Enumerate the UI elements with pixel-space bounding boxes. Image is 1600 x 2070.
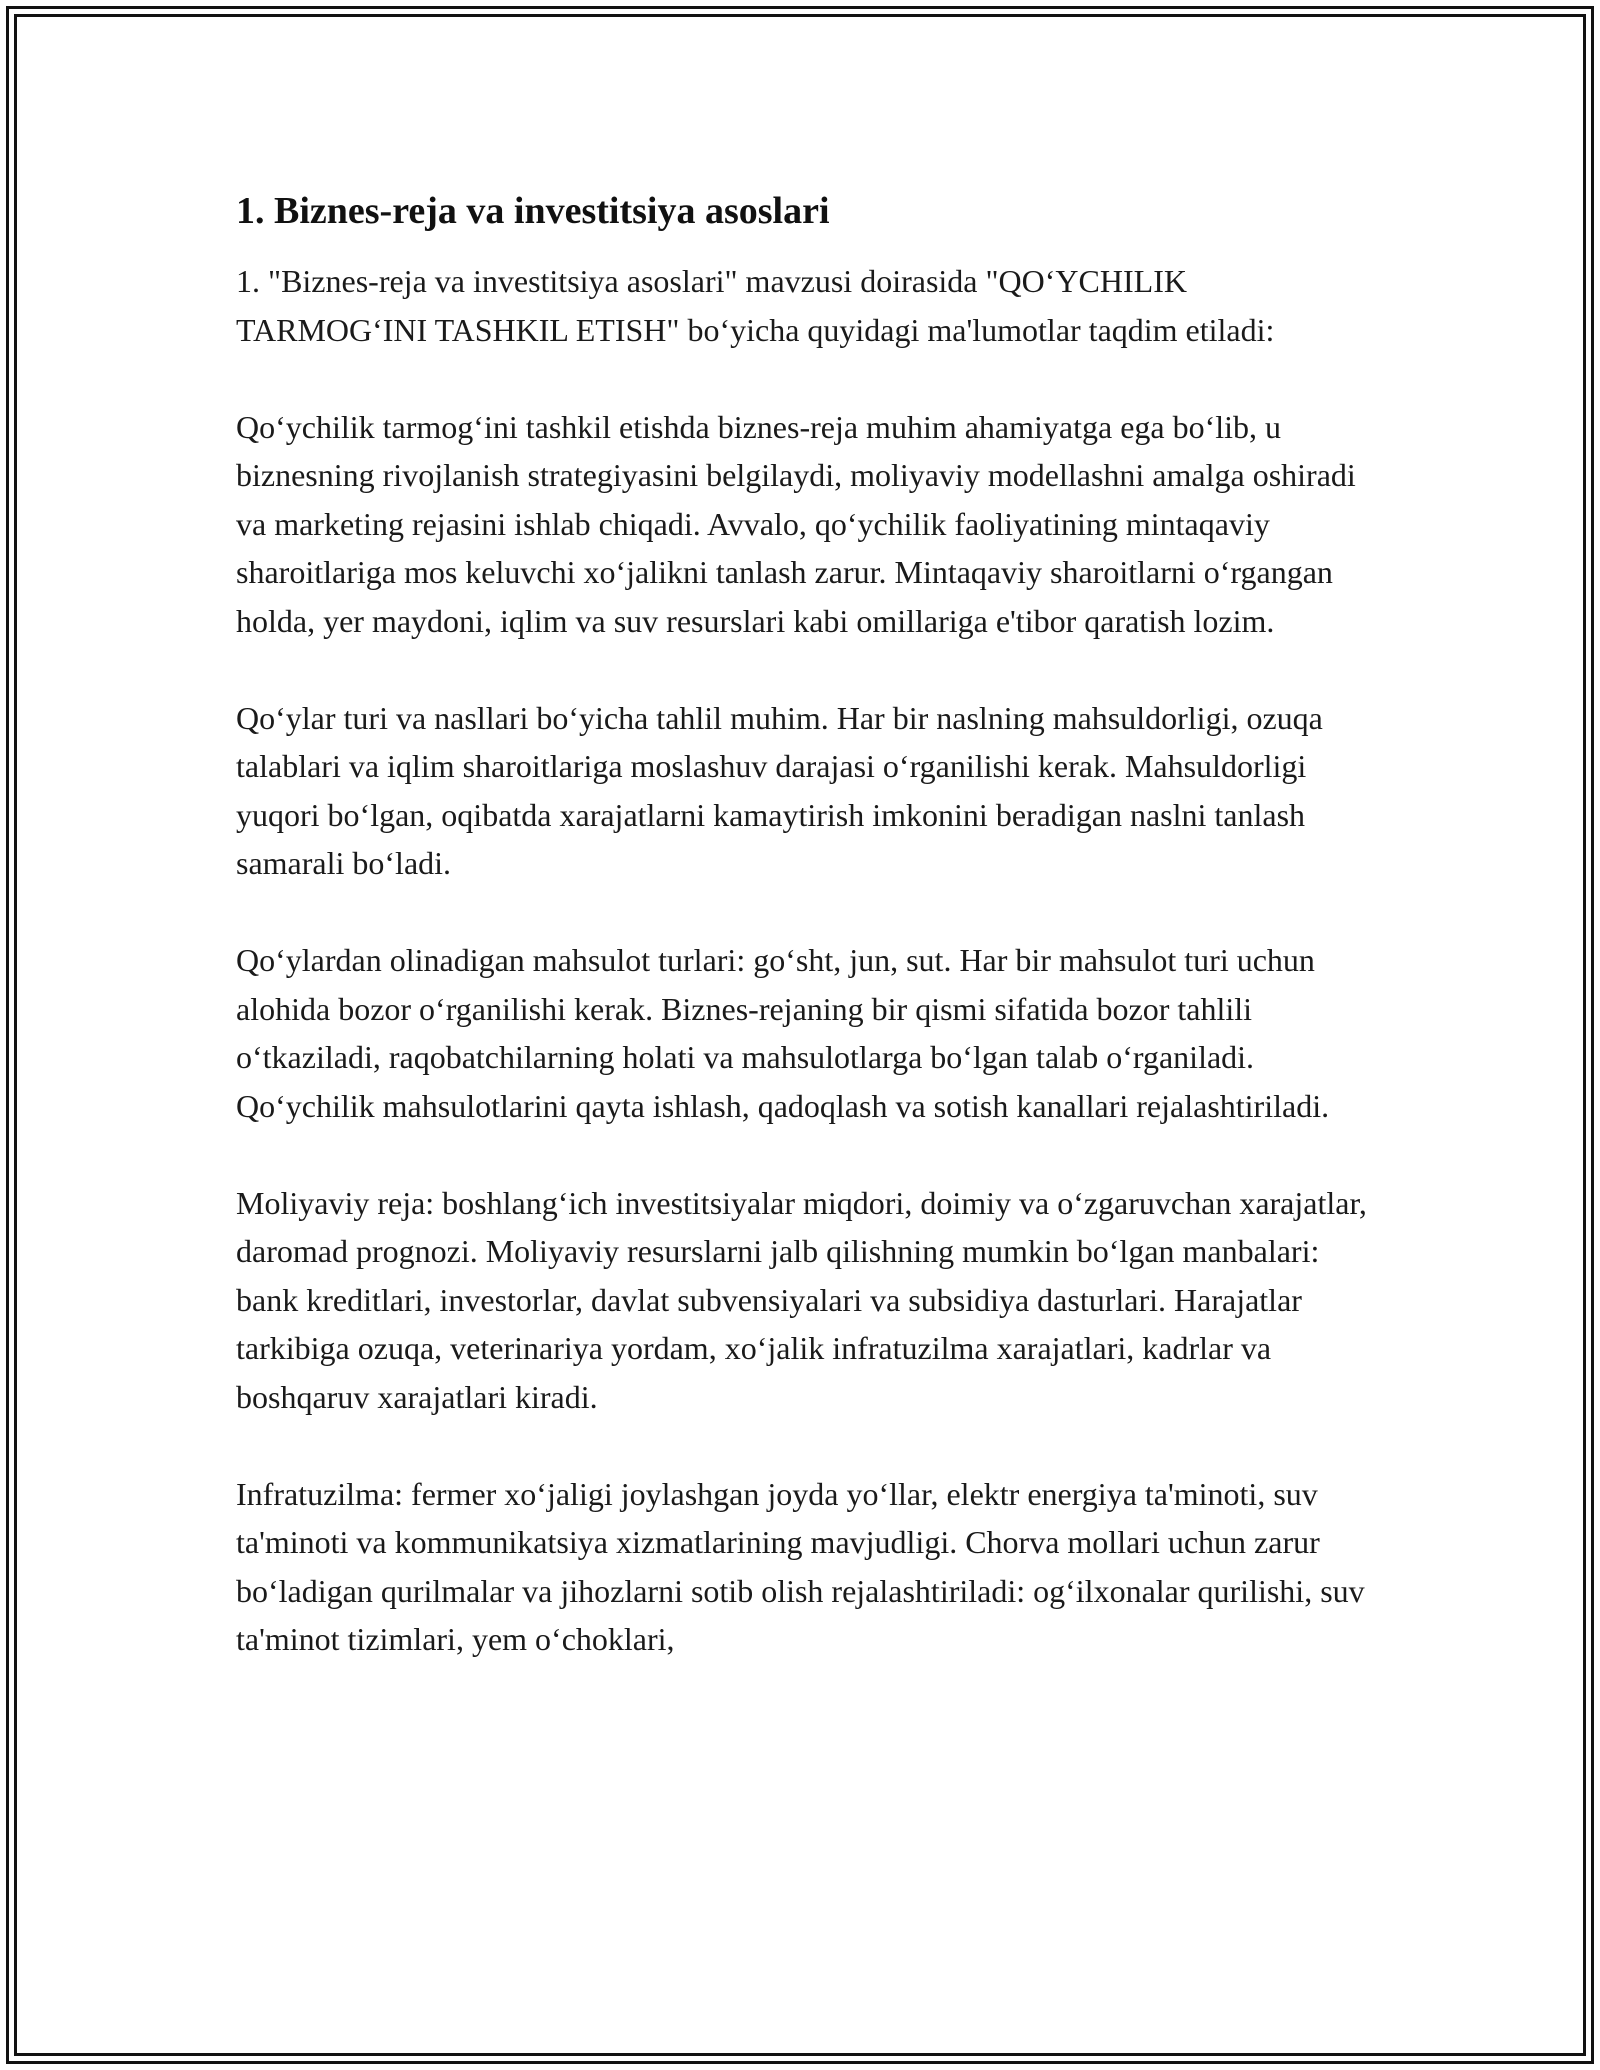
paragraph-breeds: Qo‘ylar turi va nasllari bo‘yicha tahlil muhim. Har bir naslning mahsuldorligi, ozuqa talablari va iqlim sharoitlariga moslashuv darajasi o‘rganilishi kerak. Mahsuldorligi yuqori bo‘lgan, oqibatda xarajatlarni kamaytirish imkonini beradigan naslni tanlash samarali bo‘ladi. (236, 699, 1323, 881)
document-body (236, 185, 1376, 1712)
paragraph-products: Qo‘ylardan olinadigan mahsulot turlari: go‘sht, jun, sut. Har bir mahsulot turi uchun alohida bozor o‘rganilishi kerak. Biznes-rejaning bir qismi sifatida bozor tahlili o‘tkaziladi, raqobatchilarning holati va mahsulotlarga bo‘lgan talab o‘rganiladi. Qo‘ychilik mahsulotlarini qayta ishlash, qadoqlash va sotish kanallari rejalashtiriladi. (236, 942, 1330, 1124)
paragraph-financial-plan: Moliyaviy reja: boshlang‘ich investitsiyalar miqdori, doimiy va o‘zgaruvchan xarajatlar, daromad prognozi. Moliyaviy resurslarni jalb qilishning mumkin bo‘lgan manbalari: bank kreditlari, investorlar, davlat subvensiyalari va subsidiya dasturlari. Harajatlar tarkibiga ozuqa, veterinariya yordam, xo‘jalik infratuzilma xarajatlari, kadrlar va boshqaruv xarajatlari kiradi. (236, 1184, 1367, 1415)
paragraph-business-plan: Qo‘ychilik tarmog‘ini tashkil etishda biznes-reja muhim ahamiyatga ega bo‘lib, u biznesning rivojlanish strategiyasini belgilaydi, moliyaviy modellashni amalga oshiradi va marketing rejasini ishlab chiqadi. Avvalo, qo‘ychilik faoliyatining mintaqaviy sharoitlariga mos keluvchi xo‘jalikni tanlash zarur. Mintaqaviy sharoitlarni o‘rgangan holda, yer maydoni, iqlim va suv resurslari kabi omillariga e'tibor qaratish lozim. (236, 408, 1356, 639)
paragraph-infrastructure: Infratuzilma: fermer xo‘jaligi joylashgan joyda yo‘llar, elektr energiya ta'minoti, suv ta'minoti va kommunikatsiya xizmatlarining mavjudligi. Chorva mollari uchun zarur bo‘ladigan qurilmalar va jihozlarni sotib olish rejalashtiriladi: og‘ilxonalar qurilishi, suv ta'minot tizimlari, yem o‘choklari, (236, 1475, 1365, 1657)
document-title: 1. Biznes-reja va investitsiya asoslari (236, 190, 830, 232)
paragraph-intro: 1. "Biznes-reja va investitsiya asoslari" mavzusi doirasida "QO‘YCHILIK TARMOG‘INI TASHKIL ETISH" bo‘yicha quyidagi ma'lumotlar taqdim etiladi: (236, 263, 1275, 348)
